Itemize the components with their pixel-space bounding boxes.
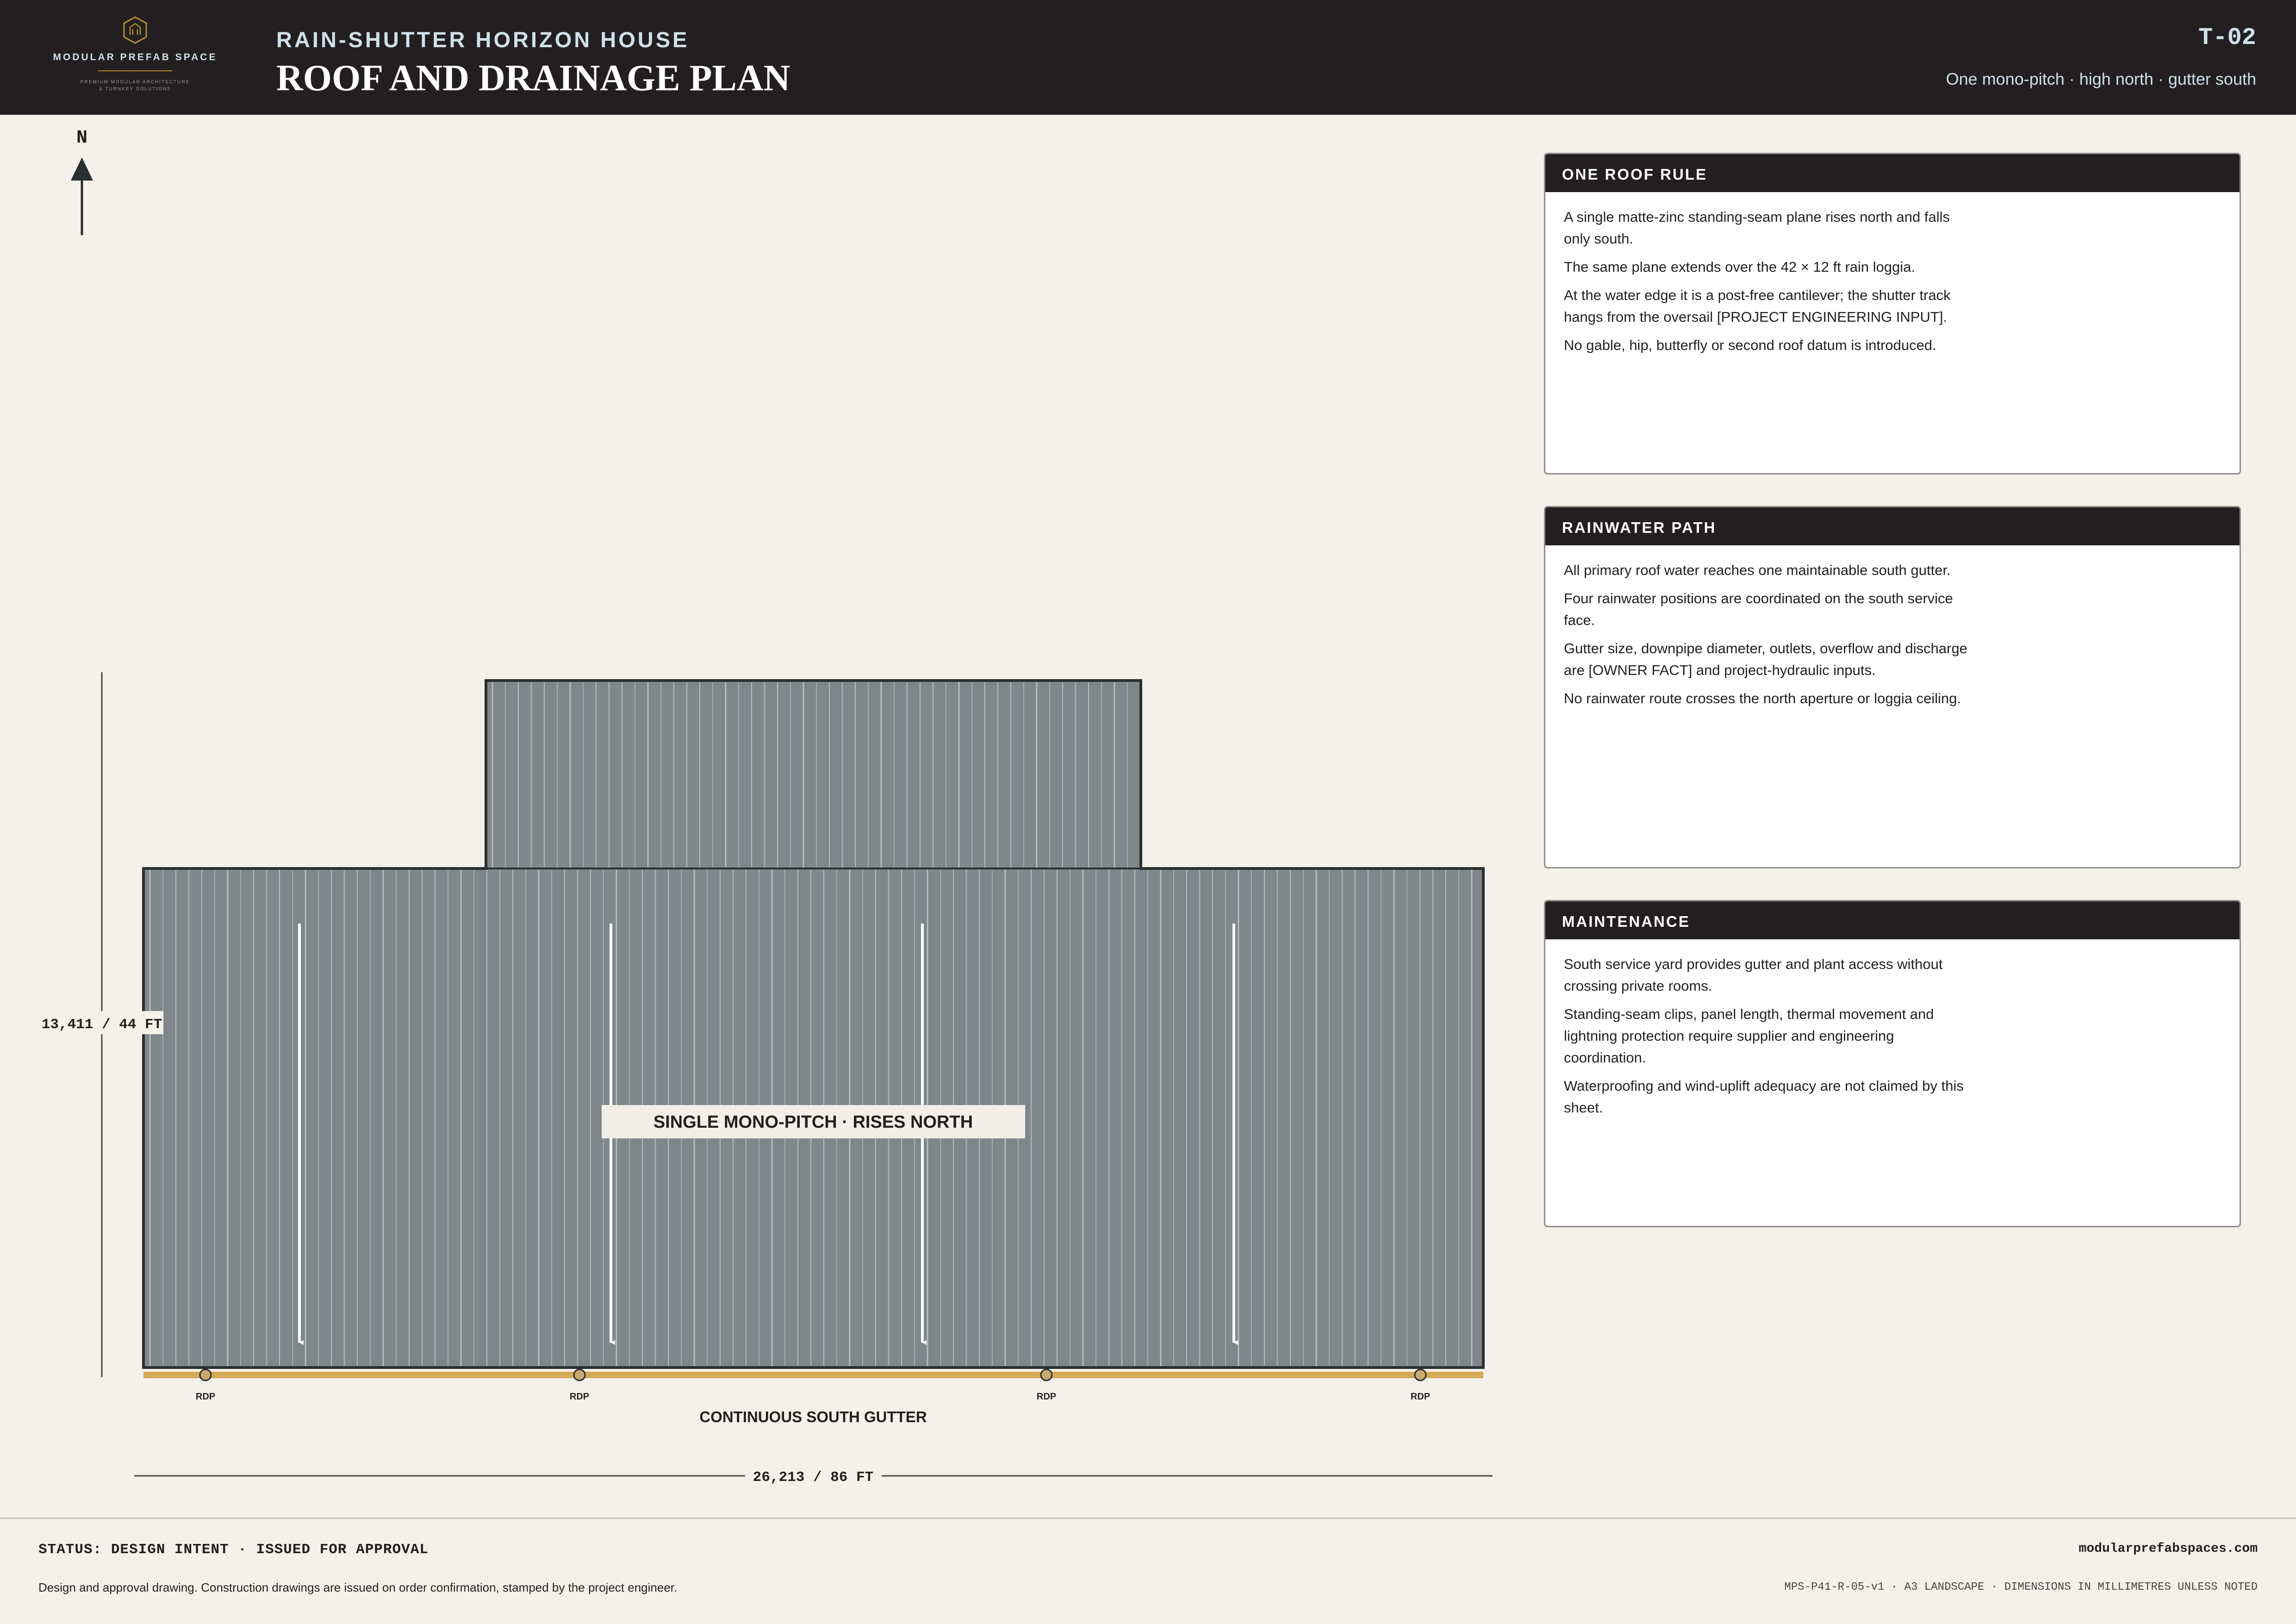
roof-label: SINGLE MONO-PITCH · RISES NORTH <box>653 1112 973 1132</box>
hexagon-logo-icon <box>123 16 148 44</box>
rdp-label: RDP <box>1036 1392 1057 1402</box>
status-line: STATUS: DESIGN INTENT · ISSUED FOR APPROVAL <box>38 1542 429 1558</box>
panel-body <box>1545 939 1990 1118</box>
panel-line: The same plane extends over the 42 × 12 ft rain loggia. <box>1564 259 1916 275</box>
north-label: N <box>76 128 88 149</box>
title-block-header <box>0 0 2296 115</box>
rdp-outlet-icon <box>1415 1369 1426 1380</box>
panel-line: A single matte-zinc standing-seam plane rises north and falls only south. <box>1564 209 1950 247</box>
panel-line: Standing-seam clips, panel length, thermal movement and lightning protection require supplier and engineering coordination. <box>1564 1006 1934 1066</box>
south-gutter <box>143 1369 1483 1425</box>
depth-dimension-label: 13,411 / 44 FT <box>41 1017 162 1033</box>
panel-line: No rainwater route crosses the north aperture or loggia ceiling. <box>1564 690 1961 706</box>
website-link[interactable]: modularprefabspaces.com <box>2078 1542 2258 1556</box>
panel-line: No gable, hip, butterfly or second roof datum is introduced. <box>1564 337 1936 353</box>
logo-tagline-line-2: & TURNKEY SOLUTIONS <box>99 87 171 92</box>
disclaimer-text: Design and approval drawing. Construction drawings are issued on order confirmation, stamped by the project engineer. <box>38 1580 678 1594</box>
north-arrow-icon <box>71 157 93 181</box>
panel-title: ONE ROOF RULE <box>1545 154 2240 192</box>
panel-title: MAINTENANCE <box>1545 901 2240 939</box>
rdp-outlet-icon <box>1041 1369 1052 1380</box>
roof-north-wing <box>486 681 1141 869</box>
project-name: RAIN-SHUTTER HORIZON HOUSE <box>276 27 690 52</box>
gutter-line <box>143 1372 1483 1378</box>
roof-plane <box>143 681 1483 1368</box>
panel-line: Waterproofing and wind-uplift adequacy are not claimed by this sheet. <box>1564 1078 1964 1116</box>
roof-plan-drawing <box>0 115 1537 1499</box>
logo-divider <box>98 70 172 71</box>
panel-line: At the water edge it is a post-free cantilever; the shutter track hangs from the oversail [PROJECT ENGINEERING INPUT]. <box>1564 287 1951 325</box>
sheet-subtitle: One mono-pitch · high north · gutter south <box>1946 69 2256 88</box>
width-dimension-label: 26,213 / 86 FT <box>753 1469 874 1486</box>
rdp-outlet-icon <box>200 1369 211 1380</box>
logo-wordmark: MODULAR PREFAB SPACE <box>53 52 218 62</box>
panel-body <box>1545 192 1990 356</box>
note-panel-rainwater-path <box>1544 506 2241 868</box>
footer-divider <box>0 1518 2296 1519</box>
logo-tagline-line-1: PREMIUM MODULAR ARCHITECTURE <box>80 80 190 85</box>
panel-line: All primary roof water reaches one maintainable south gutter. <box>1564 562 1951 578</box>
sheet-number: T-02 <box>2198 24 2256 51</box>
sheet-title: ROOF AND DRAINAGE PLAN <box>276 58 790 99</box>
panel-title: RAINWATER PATH <box>1545 507 2240 545</box>
panel-body <box>1545 545 1990 709</box>
gutter-label: CONTINUOUS SOUTH GUTTER <box>699 1408 927 1425</box>
panel-line: South service yard provides gutter and plant access without crossing private rooms. <box>1564 956 1943 994</box>
note-panel-maintenance <box>1544 900 2241 1227</box>
rdp-outlet-icon <box>574 1369 585 1380</box>
rdp-label: RDP <box>1410 1392 1431 1402</box>
roof-label-tag <box>602 1105 1025 1138</box>
rdp-label: RDP <box>569 1392 590 1402</box>
rdp-label: RDP <box>195 1392 216 1402</box>
note-panel-one-roof-rule <box>1544 153 2241 475</box>
panel-line: Gutter size, downpipe diameter, outlets, overflow and discharge are [OWNER FACT] and project-hydraulic inputs. <box>1564 640 1967 678</box>
width-dimension <box>134 1464 1493 1487</box>
panel-line: Four rainwater positions are coordinated on the south service face. <box>1564 590 1953 628</box>
logo-tagline <box>28 79 243 93</box>
document-reference: MPS-P41-R-05-v1 · A3 LANDSCAPE · DIMENSIONS IN MILLIMETRES UNLESS NOTED <box>1784 1581 2258 1593</box>
north-arrow <box>71 128 93 235</box>
